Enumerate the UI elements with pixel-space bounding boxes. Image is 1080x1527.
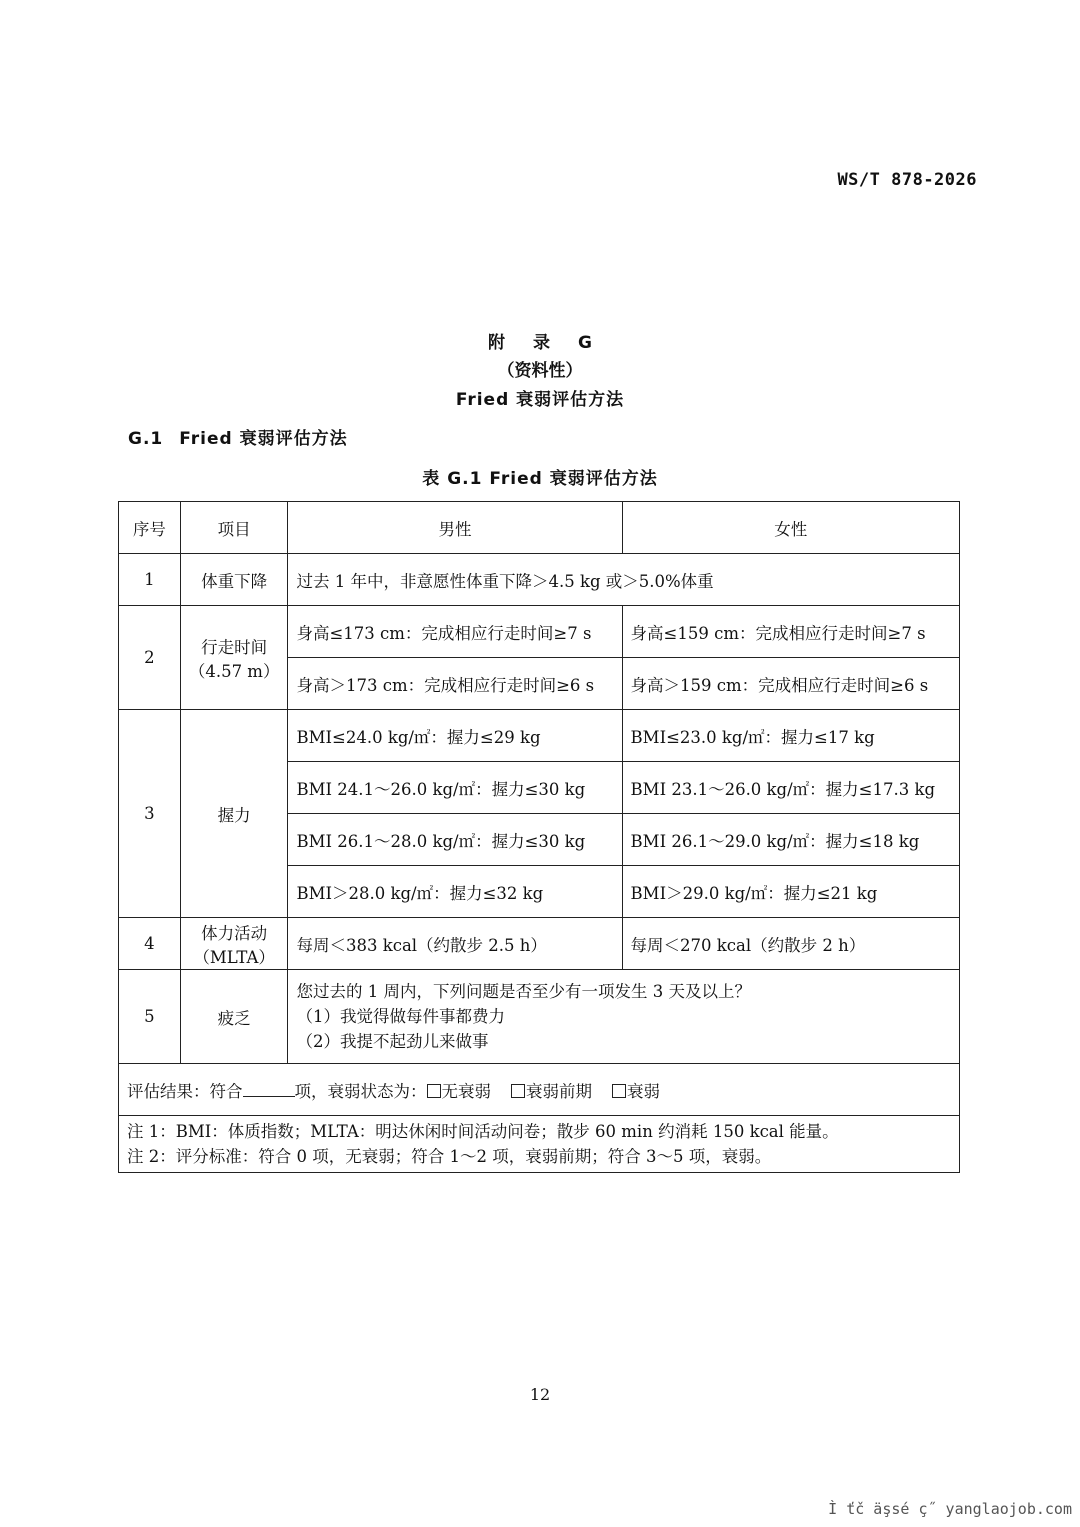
result-suffix: 项，衰弱状态为： (294, 1081, 427, 1101)
row3-male-1: BMI≤24.0 kg/㎡：握力≤29 kg (288, 710, 622, 762)
option-no-frailty-label: 无衰弱 (441, 1081, 491, 1101)
appendix-label-char-1: 附 (488, 333, 506, 353)
row3-male-4: BMI＞28.0 kg/㎡：握力≤32 kg (288, 866, 622, 918)
notes-row (119, 1116, 960, 1173)
row5-no: 5 (119, 970, 181, 1064)
row3-item: 握力 (180, 710, 288, 918)
row2-item (180, 606, 288, 710)
result-prefix: 评估结果：符合 (127, 1081, 243, 1101)
note-2: 注 2：评分标准：符合 0 项，无衰弱；符合 1～2 项，衰弱前期；符合 3～5 项，衰弱。 (127, 1147, 772, 1166)
row4-female: 每周＜270 kcal（约散步 2 h） (622, 918, 959, 970)
row4-male: 每周＜383 kcal（约散步 2.5 h） (288, 918, 622, 970)
option-prefrailty[interactable] (511, 1082, 592, 1101)
row2-item-line1: 行走时间 (201, 637, 268, 657)
standard-code: WS/T 878-2026 (837, 170, 977, 190)
table-row (119, 710, 960, 762)
table-notes (119, 1116, 960, 1173)
row4-item (180, 918, 288, 970)
checkbox-icon[interactable] (612, 1084, 626, 1098)
row2-male-b: 身高＞173 cm：完成相应行走时间≥6 s (288, 658, 622, 710)
row2-male-a: 身高≤173 cm：完成相应行走时间≥7 s (288, 606, 622, 658)
checkbox-icon[interactable] (511, 1084, 525, 1098)
appendix-label (0, 328, 1080, 353)
appendix-label-char-2: 录 (533, 333, 551, 353)
row5-option-1: （1）我觉得做每件事都费力 (296, 1007, 505, 1026)
watermark: Ì ťč äşsé ç˝ yanglaojob.com (828, 1500, 1072, 1518)
table-row (119, 970, 960, 1064)
row3-female-3: BMI 26.1～29.0 kg/㎡：握力≤18 kg (622, 814, 959, 866)
header-female: 女性 (622, 502, 959, 554)
row5-option-2: （2）我提不起劲儿来做事 (296, 1032, 489, 1051)
row2-item-line2: （4.57 m） (188, 661, 280, 681)
row1-item: 体重下降 (180, 554, 288, 606)
row3-male-2: BMI 24.1～26.0 kg/㎡：握力≤30 kg (288, 762, 622, 814)
row1-criteria: 过去 1 年中，非意愿性体重下降＞4.5 kg 或＞5.0%体重 (288, 554, 960, 606)
row5-criteria (288, 970, 960, 1064)
assessment-result (119, 1064, 960, 1116)
section-heading (128, 424, 348, 449)
row2-female-a: 身高≤159 cm：完成相应行走时间≥7 s (622, 606, 959, 658)
row2-no: 2 (119, 606, 181, 710)
row3-female-4: BMI＞29.0 kg/㎡：握力≤21 kg (622, 866, 959, 918)
result-count-blank[interactable] (243, 1082, 295, 1097)
row3-male-3: BMI 26.1～28.0 kg/㎡：握力≤30 kg (288, 814, 622, 866)
table-row (119, 554, 960, 606)
row1-no: 1 (119, 554, 181, 606)
row3-female-2: BMI 23.1～26.0 kg/㎡：握力≤17.3 kg (622, 762, 959, 814)
row5-question: 您过去的 1 周内，下列问题是否至少有一项发生 3 天及以上？ (296, 982, 751, 1001)
fried-assessment-table (118, 501, 960, 1173)
note-1: 注 1：BMI：体质指数；MLTA：明达休闲时间活动问卷；散步 60 min 约消耗 150 kcal 能量。 (127, 1122, 839, 1141)
row4-item-line1: 体力活动 (201, 923, 268, 943)
row3-female-1: BMI≤23.0 kg/㎡：握力≤17 kg (622, 710, 959, 762)
appendix-letter: G (578, 333, 592, 353)
table-caption: 表 G.1 Fried 衰弱评估方法 (422, 469, 658, 489)
header-male: 男性 (288, 502, 622, 554)
row4-no: 4 (119, 918, 181, 970)
page-number: 12 (529, 1385, 551, 1404)
row5-item: 疲乏 (180, 970, 288, 1064)
header-item: 项目 (180, 502, 288, 554)
option-no-frailty[interactable] (427, 1082, 492, 1101)
section-number: G.1 (128, 429, 164, 449)
row2-female-b: 身高＞159 cm：完成相应行走时间≥6 s (622, 658, 959, 710)
option-frailty-label: 衰弱 (627, 1081, 660, 1101)
section-title: Fried 衰弱评估方法 (179, 429, 348, 449)
appendix-nature: （资料性） (497, 361, 583, 381)
header-no: 序号 (119, 502, 181, 554)
result-row (119, 1064, 960, 1116)
option-frailty[interactable] (612, 1082, 660, 1101)
appendix-title: Fried 衰弱评估方法 (455, 390, 625, 410)
option-prefrailty-label: 衰弱前期 (526, 1081, 592, 1101)
table-row (119, 606, 960, 658)
row3-no: 3 (119, 710, 181, 918)
row4-item-line2: （MLTA） (193, 947, 275, 967)
table-row (119, 918, 960, 970)
checkbox-icon[interactable] (427, 1084, 441, 1098)
table-header-row (119, 502, 960, 554)
